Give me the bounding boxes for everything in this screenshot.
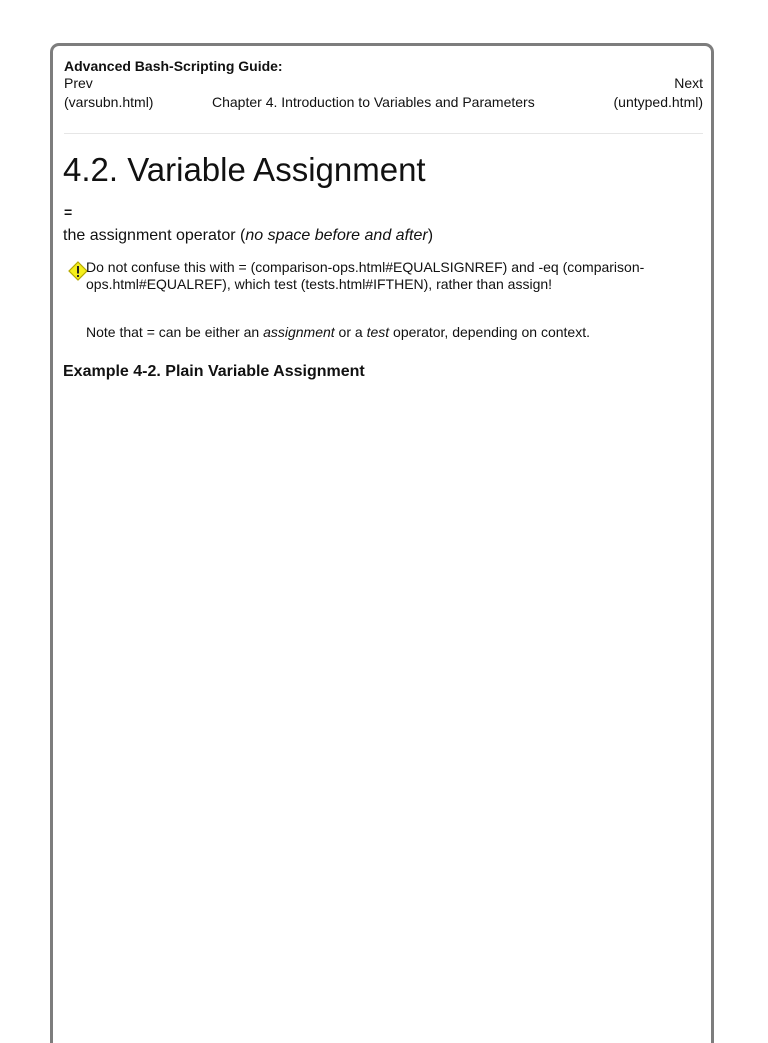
prev-label[interactable]: Prev	[64, 75, 93, 91]
desc-prefix: the assignment operator (	[63, 227, 246, 244]
note-mid: or a	[334, 324, 367, 340]
header-divider	[64, 133, 703, 134]
page-frame	[50, 43, 714, 1043]
note-em-test: test	[366, 324, 390, 340]
prev-link[interactable]: (varsubn.html)	[64, 94, 154, 110]
warning-text: Do not confuse this with = (comparison-ops.html#EQUALSIGNREF) and -eq (comparison-ops.html#EQUALREF), which test (tests.html#IFTHEN), rather than assign!	[86, 259, 645, 292]
desc-suffix: )	[427, 227, 434, 244]
example-title: Example 4-2. Plain Variable Assignment	[63, 363, 365, 380]
next-label[interactable]: Next	[674, 75, 703, 91]
chapter-title: Chapter 4. Introduction to Variables and Parameters	[212, 94, 535, 110]
operator-description	[63, 226, 433, 246]
note-suffix: operator, depending on context.	[389, 324, 590, 340]
note-em-assignment: assignment	[263, 324, 335, 340]
next-link[interactable]: (untyped.html)	[613, 94, 703, 110]
section-title: 4.2. Variable Assignment	[63, 151, 426, 188]
note-text	[86, 324, 590, 341]
desc-emphasis: no space before and after	[245, 227, 428, 244]
operator-term: =	[64, 204, 73, 220]
note-prefix: Note that = can be either an	[86, 324, 264, 340]
warning-icon	[68, 261, 88, 281]
guide-title: Advanced Bash-Scripting Guide:	[64, 58, 283, 74]
navigation-header	[64, 58, 703, 133]
